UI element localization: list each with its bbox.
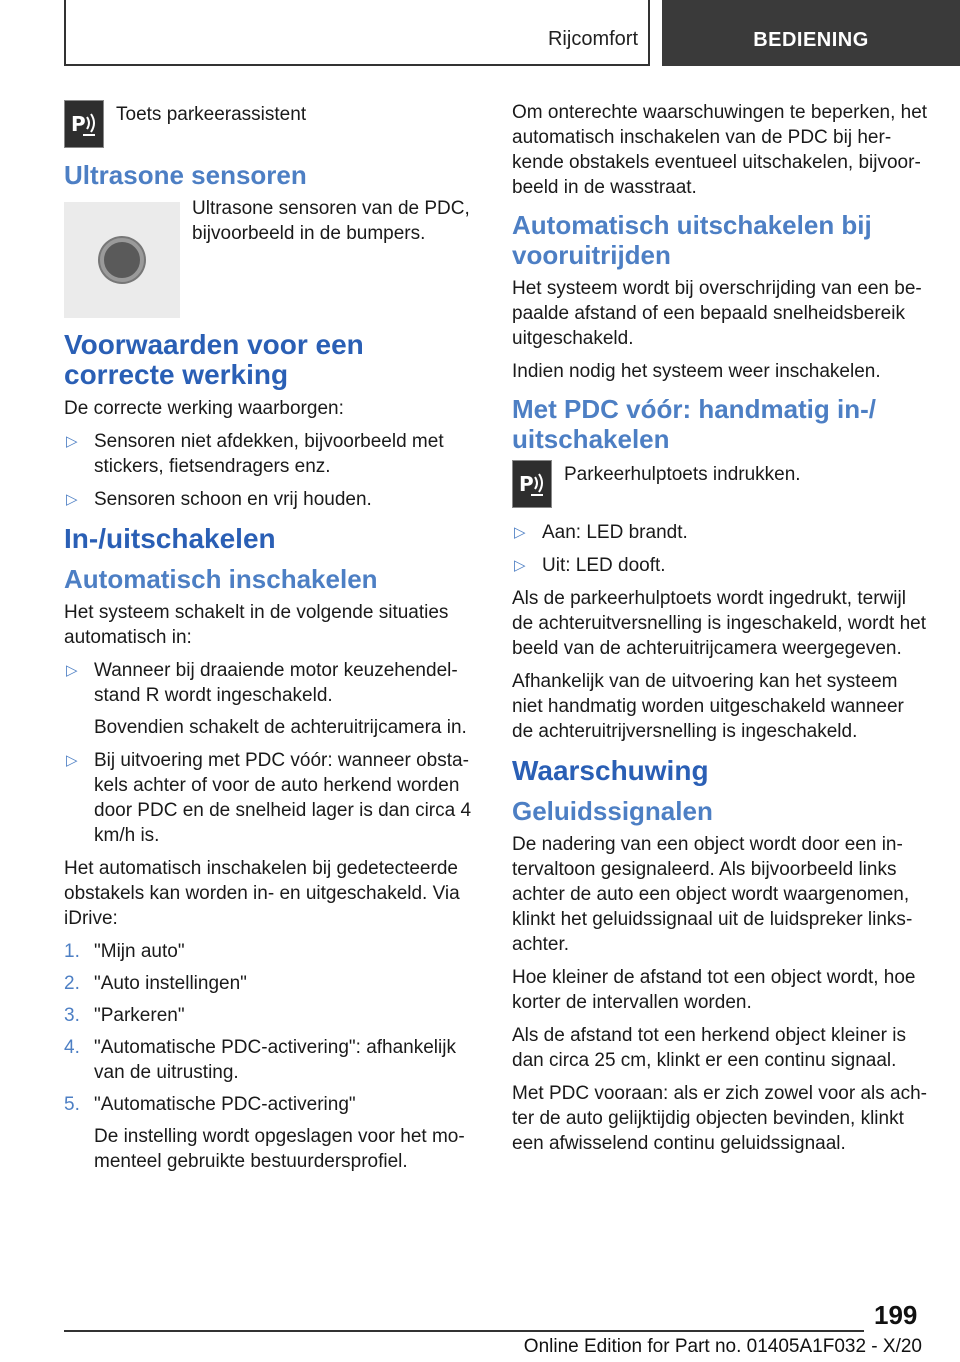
auto-off-text-2: Indien nodig het systeem weer inschakelen. <box>512 361 881 382</box>
sound-text-3: Als de afstand tot een herkend object kleiner is dan circa 25 cm, klinkt er een continu signaal. <box>512 1025 906 1071</box>
idrive-steps <box>64 939 480 1174</box>
bullet-triangle-icon: ▷ <box>66 752 78 769</box>
parking-assist-icon <box>512 460 552 508</box>
parking-button-caption: Toets parkeerassistent <box>116 104 307 125</box>
svg-text:P: P <box>519 472 534 496</box>
parking-button-row <box>64 100 480 148</box>
list-item: 3. "Parkeren" <box>64 1005 185 1026</box>
sensor-row <box>64 196 480 318</box>
list-item: ▷ Sensoren niet afdekken, bijvoorbeeld met stickers, fietsendragers enz. <box>66 431 444 477</box>
sound-text-2: Hoe kleiner de afstand tot een object wordt, hoe korter de intervallen worden. <box>512 967 916 1013</box>
manual-text-2: Afhankelijk van de uitvoering kan het systeem niet handmatig worden uitgeschakeld wanneer de achteruitrijversnelling is ingeschakeld. <box>512 671 904 742</box>
conditions-list <box>64 429 480 512</box>
page-number: 199 <box>874 1300 918 1330</box>
left-column <box>64 100 480 1182</box>
header-section-title: Rijcomfort <box>547 28 638 50</box>
list-item: 1. "Mijn auto" <box>64 941 185 962</box>
sensor-icon <box>100 238 144 282</box>
list-item: ▷ Bij uitvoering met PDC vóór: wanneer obstakels achter of voor de auto herkend worden door PDC en de snelheid lager is dan circa 4 km/h is. <box>66 750 472 846</box>
sensors-text: Ultrasone sensoren van de PDC, bijvoorbeeld in de bumpers. <box>192 198 470 244</box>
svg-text:P: P <box>71 112 86 136</box>
list-item: ▷ Wanneer bij draaiende motor keuzehendelstand R wordt ingeschakeld. Bovendien schakelt de achteruitrijcamera in. <box>66 660 467 738</box>
heading-warning: Waarschuwing <box>512 755 709 786</box>
bullet-triangle-icon: ▷ <box>514 557 526 574</box>
manual-text: Als de parkeerhulptoets wordt ingedrukt, terwijl de achteruitversnelling is ingeschakeld, wordt het beeld van de achteruitrijcamera weergegeven. <box>512 588 927 659</box>
bullet-triangle-icon: ▷ <box>514 524 526 541</box>
sound-text-4: Met PDC vooraan: als er zich zowel voor als achter de auto gelijktijdig objecten bevinden, klinkt een afwisselend continu geluidssignaal. <box>512 1083 927 1154</box>
bullet-triangle-icon: ▷ <box>66 662 78 679</box>
auto-on-intro: Het systeem schakelt in de volgende situaties automatisch in: <box>64 602 449 648</box>
heading-ultrasonic-sensors: Ultrasone sensoren <box>64 160 307 190</box>
footer-edition: Online Edition for Part no. 01405A1F032 - X/20 <box>523 1336 922 1357</box>
intro-text: Om onterechte waarschuwingen te beperken, het automatisch inschakelen van de PDC bij herkende obstakels eventueel uitschakelen, bijvoorbeeld in de wasstraat. <box>512 102 928 198</box>
right-column <box>512 100 930 1164</box>
list-item: 5. "Automatische PDC-activering" De instelling wordt opgeslagen voor het momenteel gebruikte bestuurdersprofiel. <box>64 1094 465 1172</box>
sensor-image <box>64 202 180 318</box>
list-item: 4. "Automatische PDC-activering": afhankelijk van de uitrusting. <box>64 1037 456 1083</box>
sound-text-1: De nadering van een object wordt door een intervaltoon gesignaleerd. Als bijvoorbeeld links achter de auto een object wordt waargenomen, klinkt het geluidssignaal uit de luidspreker linksachter. <box>512 834 913 955</box>
manual-list <box>512 520 930 578</box>
parking-assist-icon <box>64 100 104 148</box>
auto-on-list <box>64 658 480 848</box>
list-item: ▷ Uit: LED dooft. <box>514 555 666 576</box>
heading-sound-signals: Geluidssignalen <box>512 796 713 826</box>
conditions-intro: De correcte werking waarborgen: <box>64 398 344 419</box>
heading-auto-off: Automatisch uitschakelen bij vooruitrijden <box>512 210 872 270</box>
bullet-triangle-icon: ▷ <box>66 433 78 450</box>
auto-text: Het automatisch inschakelen bij gedetecteerde obstakels kan worden in- en uitgeschakeld. Via iDrive: <box>64 858 460 929</box>
list-item: 2. "Auto instellingen" <box>64 973 247 994</box>
heading-auto-on: Automatisch inschakelen <box>64 564 378 594</box>
header-chapter-tab: BEDIENING <box>662 0 960 66</box>
list-item: ▷ Sensoren schoon en vrij houden. <box>66 489 372 510</box>
bullet-triangle-icon: ▷ <box>66 491 78 508</box>
auto-off-text: Het systeem wordt bij overschrijding van een bepaalde afstand of een bepaald snelheidsbereik uitgeschakeld. <box>512 278 922 349</box>
manual-caption: Parkeerhulptoets indrukken. <box>564 464 801 485</box>
list-item: ▷ Aan: LED brandt. <box>514 522 688 543</box>
footer-divider <box>64 1330 864 1332</box>
parking-button-row-2 <box>512 460 930 508</box>
heading-conditions: Voorwaarden voor een correcte werking <box>64 329 364 390</box>
heading-switch: In-/uitschakelen <box>64 523 276 554</box>
heading-manual: Met PDC vóór: handmatig in-/ uitschakelen <box>512 394 876 454</box>
